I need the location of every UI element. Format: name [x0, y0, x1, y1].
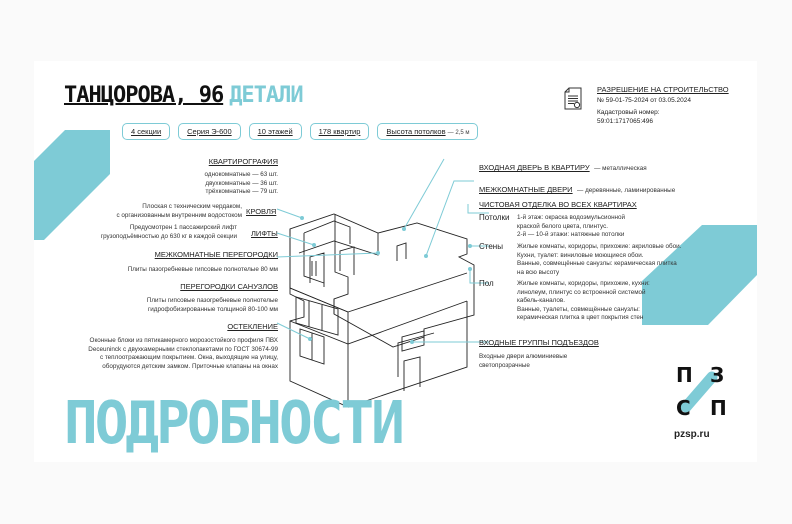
- entrance-title: ВХОДНЫЕ ГРУППЫ ПОДЪЕЗДОВ: [479, 338, 599, 347]
- inner-doors-value: — деревянные, ламинированные: [577, 187, 676, 194]
- pill-apartments[interactable]: 178 квартир: [310, 123, 370, 140]
- pill-series[interactable]: Серия Э-600: [178, 123, 241, 140]
- entry-door-title: ВХОДНАЯ ДВЕРЬ В КВАРТИРУ: [479, 163, 590, 172]
- lifts-text: Предусмотрен 1 пассажирский лифт грузоподъёмностью до 630 кг в каждой секции: [100, 224, 237, 240]
- walls-label: Стены: [479, 242, 503, 251]
- ceilings-label: Потолки: [479, 213, 510, 222]
- details-heading: ПОДРОБНОСТИ: [64, 389, 402, 458]
- finish-title: ЧИСТОВАЯ ОТДЕЛКА ВО ВСЕХ КВАРТИРАХ: [479, 200, 637, 209]
- website-link[interactable]: pzsp.ru: [674, 429, 710, 440]
- page-title: ТАНЦОРОВА, 96 ДЕТАЛИ: [64, 83, 303, 108]
- inner-doors-title: МЕЖКОМНАТНЫЕ ДВЕРИ: [479, 185, 573, 194]
- walls-text: Жилые комнаты, коридоры, прихожие: акриловые обои. Кухни, туалет: виниловые моющиеся обои. Ванные, совмещённые санузлы: керамическая плитка на всю высоту: [517, 243, 682, 276]
- apartments-title: КВАРТИРОГРАФИЯ: [208, 157, 278, 166]
- glazing-text: Оконные блоки из пятикамерного морозостойкого профиля ПВХ Deceuninck с двухкамерными стеклопакетами по ГОСТ 30674-99 с теплоотражающим покрытием. Окна, выходящие на улицу, оборудуются детским замком. Приточные клапаны на окнах: [88, 337, 278, 370]
- pill-floors[interactable]: 10 этажей: [249, 123, 302, 140]
- inner-doors-block: [479, 179, 675, 197]
- apartments-list: однокомнатные — 63 шт. двухкомнатные — 36 шт. трёхкомнатные — 79 шт.: [204, 171, 278, 195]
- info-card: [34, 61, 757, 462]
- pill-sections[interactable]: 4 секции: [122, 123, 170, 140]
- partitions-title: МЕЖКОМНАТНЫЕ ПЕРЕГОРОДКИ: [154, 250, 278, 259]
- glazing-title: ОСТЕКЛЕНИЕ: [227, 322, 278, 331]
- floor-label: Пол: [479, 279, 494, 288]
- bathroom-title: ПЕРЕГОРОДКИ САНУЗЛОВ: [180, 282, 278, 291]
- lifts-title: ЛИФТЫ: [251, 229, 278, 238]
- permit-title[interactable]: РАЗРЕШЕНИЕ НА СТРОИТЕЛЬСТВО: [597, 85, 729, 94]
- entry-door-value: — металлическая: [594, 165, 647, 172]
- bathroom-text: Плиты гипсовые пазогребневые полнотелые гидрофобизированные толщиной 80-100 мм: [146, 297, 278, 313]
- roof-title: КРОВЛЯ: [246, 207, 277, 216]
- logo: П З С П: [676, 363, 727, 420]
- partitions-text: Плиты пазогребневые гипсовые полнотелые 80 мм: [127, 266, 278, 273]
- permit-number: № 59-01-75-2024 от 03.05.2024: [597, 97, 692, 104]
- floor-text: Жилые комнаты, коридоры, прихожие, кухни: линолеум, плинтус со встроенной системой кабель-каналов. Ванные, туалеты, совмещённые санузлы: керамическая плитка в цвет покрытия стен: [517, 280, 650, 321]
- cadastre-number: 59:01:1717065:496: [597, 118, 654, 125]
- entrance-text: Входные двери алюминиевые светопрозрачные: [479, 353, 568, 369]
- pill-ceiling-height[interactable]: Высота потолков — 2,5 м: [377, 123, 478, 140]
- entry-door-block: [479, 157, 647, 175]
- cadastre-label: Кадастровый номер:: [597, 109, 660, 116]
- roof-text: Плоская с техническим чердаком, с организованным внутренним водостоком: [116, 203, 242, 219]
- ceilings-text: 1-й этаж: окраска водоэмульсионной краской белого цвета, плинтус. 2-й — 10-й этажи: натяжные потолки: [517, 214, 626, 238]
